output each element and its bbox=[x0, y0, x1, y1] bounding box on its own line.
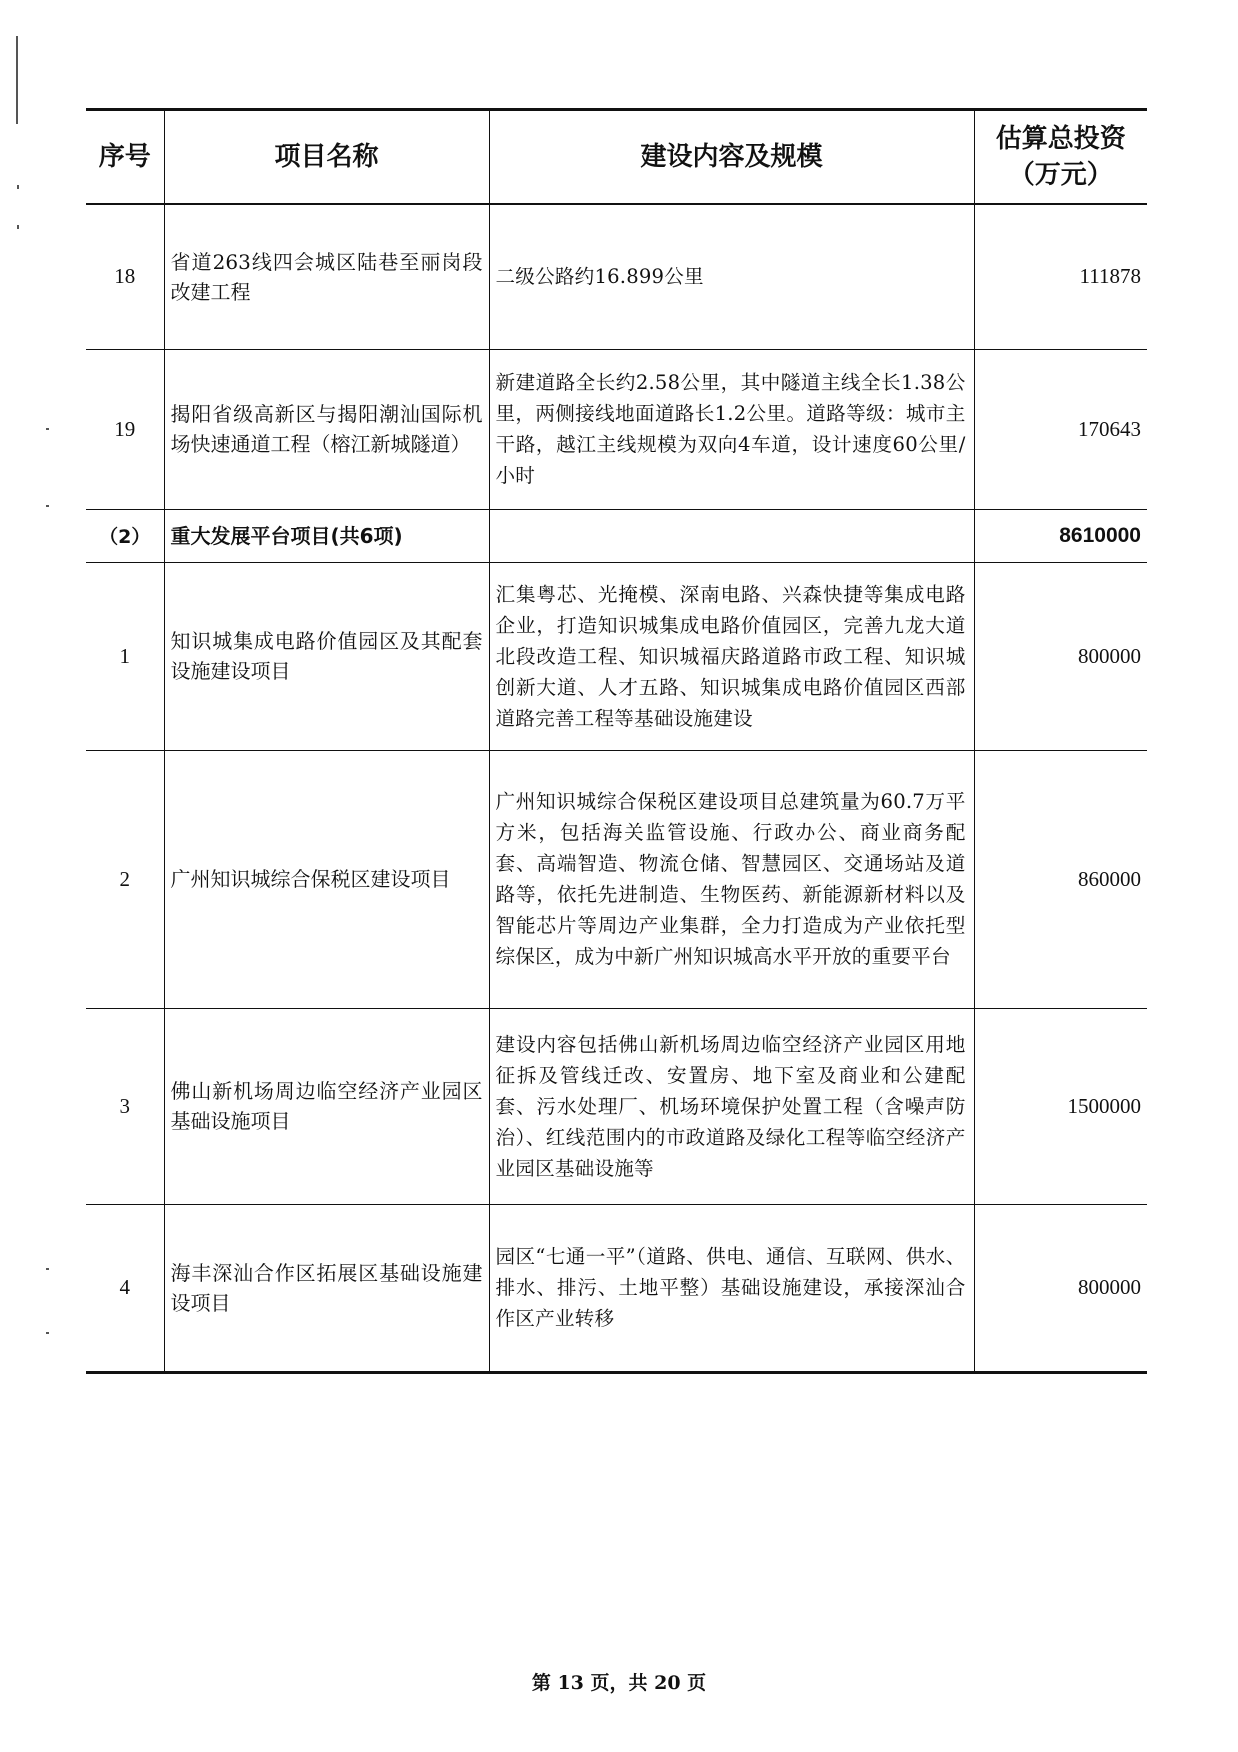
table-row bbox=[86, 1008, 1147, 1204]
table-header bbox=[86, 110, 1147, 205]
project-investment: 1500000 bbox=[974, 1008, 1147, 1204]
category-investment: 8610000 bbox=[974, 509, 1147, 562]
row-number: 19 bbox=[86, 349, 164, 509]
table-row bbox=[86, 750, 1147, 1008]
project-name: 省道263线四会城区陆巷至丽岗段改建工程 bbox=[164, 204, 489, 349]
row-number: 2 bbox=[86, 750, 164, 1008]
row-number: 4 bbox=[86, 1204, 164, 1372]
category-name: 重大发展平台项目(共6项) bbox=[164, 509, 489, 562]
project-table bbox=[86, 108, 1147, 1374]
scan-speck bbox=[46, 1268, 49, 1270]
scan-speck bbox=[46, 428, 49, 430]
header-no: 序号 bbox=[86, 110, 164, 205]
header-content: 建设内容及规模 bbox=[489, 110, 974, 205]
page-number-footer: 第 13 页，共 20 页 bbox=[531, 1672, 707, 1694]
project-content: 新建道路全长约2.58公里，其中隧道主线全长1.38公里，两侧接线地面道路长1.2公里。道路等级：城市主干路，越江主线规模为双向4车道，设计速度60公里/小时 bbox=[489, 349, 974, 509]
project-content: 广州知识城综合保税区建设项目总建筑量为60.7万平方米，包括海关监管设施、行政办公、商业商务配套、高端智造、物流仓储、智慧园区、交通场站及道路等，依托先进制造、生物医药、新能源新材料以及智能芯片等周边产业集群，全力打造成为产业依托型综保区，成为中新广州知识城高水平开放的重要平台 bbox=[489, 750, 974, 1008]
project-name: 知识城集成电路价值园区及其配套设施建设项目 bbox=[164, 562, 489, 750]
project-content: 汇集粤芯、光掩模、深南电路、兴森快捷等集成电路企业，打造知识城集成电路价值园区，完善九龙大道北段改造工程、知识城福庆路道路市政工程、知识城创新大道、人才五路、知识城集成电路价值园区西部道路完善工程等基础设施建设 bbox=[489, 562, 974, 750]
project-investment: 111878 bbox=[974, 204, 1147, 349]
header-investment-line1: 估算总投资 bbox=[995, 124, 1126, 154]
project-content: 二级公路约16.899公里 bbox=[489, 204, 974, 349]
header-name: 项目名称 bbox=[164, 110, 489, 205]
project-name: 海丰深汕合作区拓展区基础设施建设项目 bbox=[164, 1204, 489, 1372]
table-row bbox=[86, 349, 1147, 509]
table-row bbox=[86, 562, 1147, 750]
scan-margin-mark bbox=[16, 36, 18, 124]
scan-speck bbox=[17, 225, 19, 229]
row-number: 3 bbox=[86, 1008, 164, 1204]
header-row bbox=[86, 110, 1147, 205]
scan-speck bbox=[17, 185, 19, 189]
table-row bbox=[86, 204, 1147, 349]
scan-speck bbox=[46, 505, 49, 507]
project-name: 揭阳省级高新区与揭阳潮汕国际机场快速通道工程（榕江新城隧道） bbox=[164, 349, 489, 509]
row-number: 18 bbox=[86, 204, 164, 349]
project-investment: 800000 bbox=[974, 1204, 1147, 1372]
category-content bbox=[489, 509, 974, 562]
header-investment-line2: （万元） bbox=[1008, 160, 1113, 190]
scan-speck bbox=[46, 1332, 49, 1334]
row-number: 1 bbox=[86, 562, 164, 750]
category-number: （2） bbox=[86, 509, 164, 562]
project-name: 佛山新机场周边临空经济产业园区基础设施项目 bbox=[164, 1008, 489, 1204]
table-row bbox=[86, 1204, 1147, 1372]
project-investment: 170643 bbox=[974, 349, 1147, 509]
header-investment bbox=[974, 110, 1147, 205]
project-name: 广州知识城综合保税区建设项目 bbox=[164, 750, 489, 1008]
project-investment: 860000 bbox=[974, 750, 1147, 1008]
category-row bbox=[86, 509, 1147, 562]
project-content: 园区“七通一平”（道路、供电、通信、互联网、供水、排水、排污、土地平整）基础设施建设，承接深汕合作区产业转移 bbox=[489, 1204, 974, 1372]
project-content: 建设内容包括佛山新机场周边临空经济产业园区用地征拆及管线迁改、安置房、地下室及商业和公建配套、污水处理厂、机场环境保护处置工程（含噪声防治）、红线范围内的市政道路及绿化工程等临空经济产业园区基础设施等 bbox=[489, 1008, 974, 1204]
table-body bbox=[86, 204, 1147, 1372]
project-investment: 800000 bbox=[974, 562, 1147, 750]
